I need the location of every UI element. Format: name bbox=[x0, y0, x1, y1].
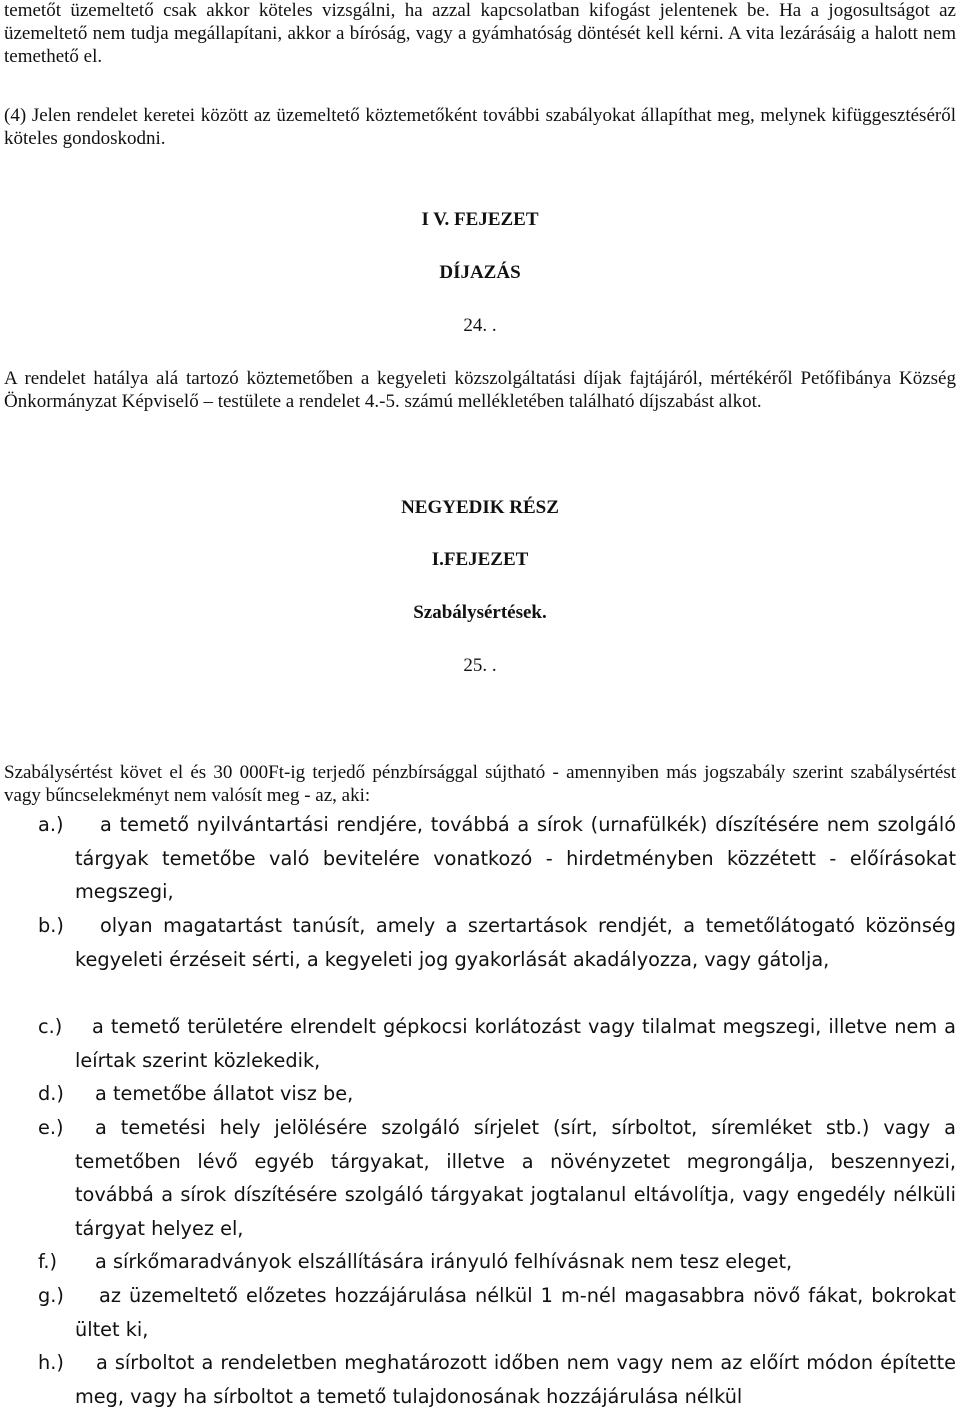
list-item-f bbox=[38, 1245, 956, 1279]
chapter-i-heading: I.FEJEZET bbox=[431, 549, 529, 570]
section-24-text: A rendelet hatálya alá tartozó köztemetőben a kegyeleti közszolgáltatási díjak fajtájáról, mértékéről Petőfibánya Község Önkormányzat Képviselő – testülete a rendelet 4.-5. számú mellékletében található díjszabást alkot. bbox=[4, 368, 956, 412]
section-24-number: 24. . bbox=[463, 315, 497, 336]
list-item-text: az üzemeltető előzetes hozzájárulása nélkül 1 m-nél magasabbra növő fákat, bokrokat ültet ki, bbox=[75, 1284, 956, 1341]
chapter-iv-subheading: DÍJAZÁS bbox=[439, 262, 521, 283]
list-item-text: a sírboltot a rendeletben meghatározott időben nem vagy nem az előírt módon építette meg, vagy ha sírboltot a temető tulajdonosának hozzájárulása nélkül bbox=[75, 1351, 956, 1408]
list-item-letter: b.) bbox=[38, 914, 64, 937]
list-item-text: olyan magatartást tanúsít, amely a szertartások rendjét, a temetőlátogató közönség kegyeleti érzéseit sérti, a kegyeleti jog gyakorlását akadályozza, vagy gátolja, bbox=[75, 914, 956, 971]
list-item-text: a temető területére elrendelt gépkocsi korlátozást vagy tilalmat megszegi, illetve nem a leírtak szerint közlekedik, bbox=[75, 1015, 956, 1072]
list-item-text: a sírkőmaradványok elszállítására irányuló felhívásnak nem tesz eleget, bbox=[95, 1250, 793, 1273]
list-item-letter: h.) bbox=[38, 1351, 64, 1374]
list-item-b bbox=[38, 909, 956, 976]
top-paragraph: temetőt üzemeltető csak akkor köteles vizsgálni, ha azzal kapcsolatban kifogást jelentenek be. Ha a jogosultságot az üzemeltető nem tudja megállapítani, akkor a bíróság, vagy a gyámhatóság döntését kell kérni. A vita lezárásáig a halott nem temethető el. bbox=[4, 0, 956, 67]
list-item-letter: a.) bbox=[38, 813, 64, 836]
list-item-c bbox=[38, 1010, 956, 1077]
section-25-intro: Szabálysértést követ el és 30 000Ft-ig terjedő pénzbírsággal sújtható - amennyiben más jogszabály szerint szabálysértést vagy bűncselekményt nem valósít meg - az, aki: bbox=[4, 762, 956, 806]
list-item-letter: c.) bbox=[38, 1015, 63, 1038]
list-item-text: a temetőbe állatot visz be, bbox=[95, 1082, 354, 1105]
section-title: Szabálysértések. bbox=[413, 602, 547, 623]
section-25-number: 25. . bbox=[463, 655, 497, 676]
list-item-h bbox=[38, 1346, 956, 1413]
list-item-letter: e.) bbox=[38, 1116, 64, 1139]
list-item-text: a temetési hely jelölésére szolgáló sírjelet (sírt, sírboltot, síremléket stb.) vagy a temetőben lévő egyéb tárgyakat, illetve a növényzetet megrongálja, beszennyezi, továbbá a sírok díszítésére szolgáló tárgyakat jogtalanul eltávolítja, vagy engedély nélküli tárgyat helyez el, bbox=[75, 1116, 956, 1240]
part-four-heading: NEGYEDIK RÉSZ bbox=[401, 497, 559, 518]
list-item-a bbox=[38, 808, 956, 909]
paragraph-4: (4) Jelen rendelet keretei között az üzemeltető köztemetőként további szabályokat állapíthat meg, melynek kifüggesztéséről köteles gondoskodni. bbox=[4, 105, 956, 149]
list-item-letter: f.) bbox=[38, 1250, 58, 1273]
chapter-iv-heading: I V. FEJEZET bbox=[421, 209, 539, 230]
list-item-letter: d.) bbox=[38, 1082, 64, 1105]
list-item-d bbox=[38, 1077, 956, 1111]
list-item-letter: g.) bbox=[38, 1284, 64, 1307]
list-item-text: a temető nyilvántartási rendjére, továbbá a sírok (urnafülkék) díszítésére nem szolgáló tárgyak temetőbe való bevitelére vonatkozó - hirdetményben közzétett - előírásokat megszegi, bbox=[75, 813, 956, 903]
list-item-g bbox=[38, 1279, 956, 1346]
list-item-e bbox=[38, 1111, 956, 1245]
